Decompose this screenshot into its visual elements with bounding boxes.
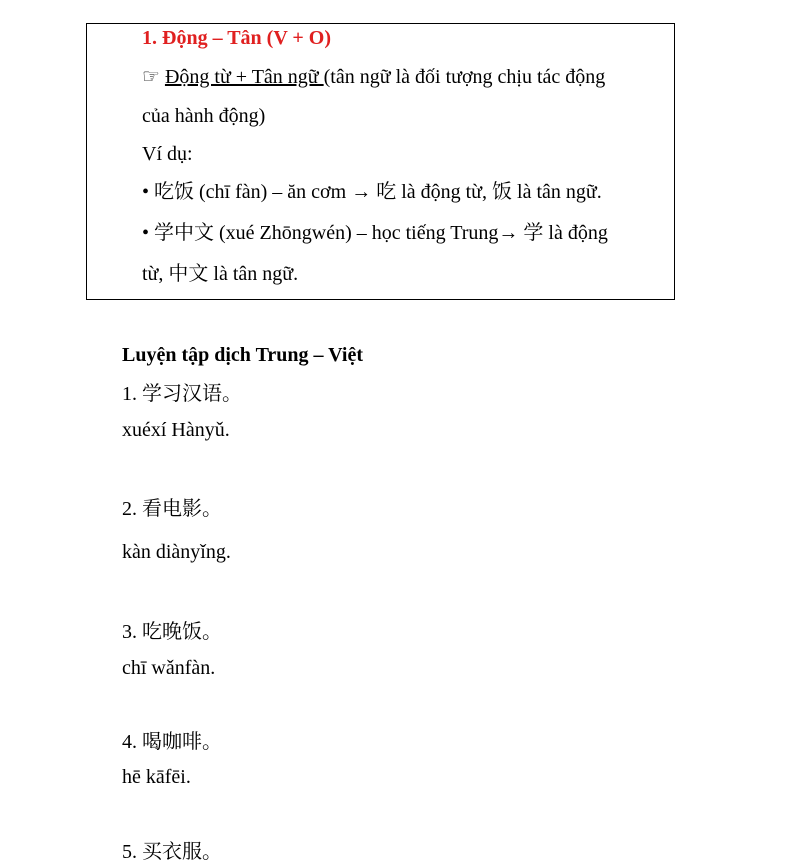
definition-continuation: của hành động) [142, 105, 266, 127]
bullet-icon: • [142, 222, 150, 244]
example-label: Ví dụ: [142, 143, 193, 165]
grammar-box [86, 23, 675, 300]
pointing-hand-icon: ☞ [142, 66, 160, 88]
example-item [142, 221, 608, 245]
example-continuation: từ, 中文 là tân ngữ. [142, 263, 299, 285]
practice-chinese: 3. 吃晚饭。 [122, 621, 222, 643]
box-title: 1. Động – Tân (V + O) [142, 27, 332, 49]
practice-chinese: 1. 学习汉语。 [122, 383, 242, 405]
practice-pinyin: chī wǎnfàn. [122, 657, 216, 679]
practice-chinese: 5. 买衣服。 [122, 841, 222, 863]
section-title: Luyện tập dịch Trung – Việt [122, 344, 363, 366]
practice-pinyin: xuéxí Hànyǔ. [122, 419, 230, 441]
example-item [142, 180, 602, 204]
practice-pinyin: hē kāfēi. [122, 766, 191, 788]
practice-pinyin: kàn diànyǐng. [122, 541, 231, 563]
practice-chinese: 2. 看电影。 [122, 498, 222, 520]
example-text: 吃饭 (chī fàn) – ăn cơm → 吃 là động từ, 饭 là tân ngữ. [154, 181, 602, 203]
definition-explanation: (tân ngữ là đối tượng chịu tác động [323, 66, 606, 88]
example-text: 学中文 (xué Zhōngwén) – học tiếng Trung→ 学 là động [154, 222, 608, 244]
bullet-icon: • [142, 181, 150, 203]
definition-formula: Động từ + Tân ngữ [164, 66, 324, 88]
definition-line [142, 65, 605, 89]
practice-chinese: 4. 喝咖啡。 [122, 731, 222, 753]
